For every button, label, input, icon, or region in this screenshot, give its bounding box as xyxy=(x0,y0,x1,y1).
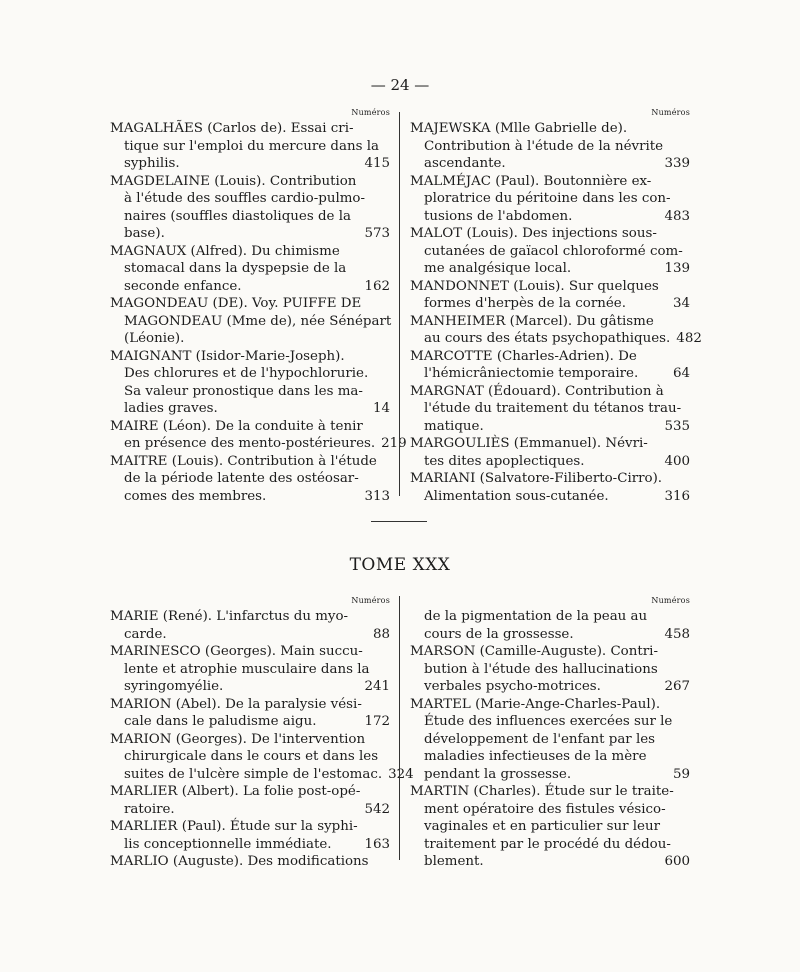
index-entry xyxy=(110,853,390,871)
entry-text: MALMÉJAC (Paul). Boutonnière ex- xyxy=(410,173,652,189)
page-number: — 24 — xyxy=(370,76,430,94)
entry-text: cutanées de gaïacol chloroformé com- xyxy=(424,243,683,259)
entry-line xyxy=(110,173,390,191)
entry-line xyxy=(110,818,390,836)
index-entry xyxy=(410,225,690,278)
index-entry xyxy=(410,383,690,436)
entry-line xyxy=(410,418,690,436)
index-entry xyxy=(110,120,390,173)
entry-number: 535 xyxy=(664,418,690,434)
entry-text: seconde enfance. xyxy=(124,278,242,294)
entry-line xyxy=(410,783,690,801)
entry-text: vaginales et en particulier sur leur xyxy=(424,819,660,834)
entry-line xyxy=(110,696,390,714)
entry-text: l'étude du traitement du tétanos trau- xyxy=(424,401,682,416)
entry-line xyxy=(110,383,390,401)
entry-line xyxy=(410,138,690,156)
index-column-right xyxy=(410,596,690,871)
entry-number: 162 xyxy=(364,278,390,294)
entry-text: MAITRE (Louis). Contribution à l'étude xyxy=(110,453,377,469)
entry-text: en présence des mento-postérieures. xyxy=(124,436,376,451)
entry-text: MAIGNANT (Isidor-Marie-Joseph). xyxy=(110,348,345,364)
entry-text: lis conceptionnelle immédiate. xyxy=(124,836,332,852)
entry-line xyxy=(110,435,407,453)
entry-list xyxy=(410,120,702,505)
entry-text: MARSON (Camille-Auguste). Contri- xyxy=(410,644,658,659)
section-separator xyxy=(371,521,427,522)
entry-line xyxy=(110,801,390,819)
entry-list xyxy=(110,608,414,871)
entry-text: ladies graves. xyxy=(124,401,218,416)
entry-text: ment opératoire des fistules vésico- xyxy=(424,801,666,817)
entry-line xyxy=(110,190,390,208)
index-entry xyxy=(110,418,407,453)
entry-text: bution à l'étude des hallucinations xyxy=(424,661,658,677)
index-entry xyxy=(410,783,690,871)
entry-text: Étude des influences exercées sur le xyxy=(424,714,673,729)
entry-text: Alimentation sous-cutanée. xyxy=(424,488,609,504)
entry-line xyxy=(110,260,390,278)
entry-number: 34 xyxy=(672,296,690,311)
entry-line xyxy=(410,453,690,471)
entry-line xyxy=(410,470,690,488)
column-divider xyxy=(399,596,400,860)
index-entry xyxy=(410,173,690,226)
entry-line xyxy=(410,365,690,383)
entry-text: MALOT (Louis). Des injections sous- xyxy=(410,226,657,241)
entry-line xyxy=(410,173,690,191)
entry-text: MAGALHÃES (Carlos de). Essai cri- xyxy=(110,121,354,136)
entry-line xyxy=(410,801,690,819)
entry-line xyxy=(410,643,690,661)
entry-line xyxy=(410,208,690,226)
entry-line xyxy=(110,713,390,731)
entry-line xyxy=(110,155,390,173)
entry-number: 482 xyxy=(676,331,702,346)
index-column-left xyxy=(110,596,414,871)
entry-number: 400 xyxy=(664,453,690,469)
entry-text: pendant la grossesse. xyxy=(424,766,572,782)
numeros-label: Numéros xyxy=(351,596,390,605)
entry-number: 14 xyxy=(372,401,390,416)
entry-text: MARION (Georges). De l'intervention xyxy=(110,731,366,747)
index-entry xyxy=(110,295,390,348)
entry-line xyxy=(110,836,390,854)
entry-number: 139 xyxy=(664,261,690,276)
entry-line xyxy=(410,260,690,278)
entry-line xyxy=(110,138,390,156)
entry-number: 573 xyxy=(364,226,390,241)
entry-line xyxy=(110,120,390,138)
entry-line xyxy=(110,418,390,436)
entry-list xyxy=(410,608,690,871)
entry-text: MARTIN (Charles). Étude sur le traite- xyxy=(410,784,674,799)
entry-line xyxy=(110,330,390,348)
entry-text: MARCOTTE (Charles-Adrien). De xyxy=(410,348,637,364)
index-entry xyxy=(410,313,702,348)
entry-line xyxy=(110,608,390,626)
index-entry xyxy=(410,278,690,313)
entry-text: tes dites apoplectiques. xyxy=(424,453,585,469)
entry-line xyxy=(410,696,690,714)
entry-text: MARIE (René). L'infarctus du myo- xyxy=(110,609,349,624)
entry-text: à l'étude des souffles cardio-pulmo- xyxy=(124,191,366,206)
entry-number: 324 xyxy=(388,766,414,782)
entry-number: 172 xyxy=(364,714,390,729)
entry-line xyxy=(410,853,690,871)
entry-line xyxy=(410,225,690,243)
entry-line xyxy=(410,190,690,208)
entry-text: lente et atrophie musculaire dans la xyxy=(124,661,370,677)
entry-text: MAGDELAINE (Louis). Contribution xyxy=(110,173,357,189)
entry-line xyxy=(110,853,390,871)
entry-number: 163 xyxy=(364,836,390,852)
entry-line xyxy=(410,120,690,138)
entry-text: MANHEIMER (Marcel). Du gâtisme xyxy=(410,313,654,329)
entry-text: MAJEWSKA (Mlle Gabrielle de). xyxy=(410,121,628,136)
entry-text: formes d'herpès de la cornée. xyxy=(424,296,626,311)
entry-text: MAGONDEAU (DE). Voy. PUIFFE DE xyxy=(110,296,362,311)
index-entry xyxy=(110,453,390,506)
entry-text: naires (souffles diastoliques de la xyxy=(124,208,351,224)
entry-line xyxy=(110,400,390,418)
entry-line xyxy=(410,383,690,401)
entry-text: développement de l'enfant par les xyxy=(424,731,656,747)
column-divider xyxy=(399,112,400,496)
entry-line xyxy=(410,661,690,679)
entry-text: me analgésique local. xyxy=(424,261,572,276)
entry-line xyxy=(410,626,690,644)
entry-text: MAGNAUX (Alfred). Du chimisme xyxy=(110,243,340,259)
entry-text: comes des membres. xyxy=(124,488,267,504)
index-entry xyxy=(110,643,390,696)
index-entry xyxy=(410,470,690,505)
index-column-right xyxy=(410,108,702,505)
entry-line xyxy=(110,678,390,696)
numeros-label: Numéros xyxy=(351,108,390,117)
entry-text: MARLIER (Paul). Étude sur la syphi- xyxy=(110,819,358,834)
entry-text: au cours des états psychopathiques. xyxy=(424,331,671,346)
numeros-label: Numéros xyxy=(651,596,690,605)
entry-number: 600 xyxy=(664,854,690,869)
entry-number: 88 xyxy=(372,626,390,642)
entry-line xyxy=(110,243,390,261)
entry-line xyxy=(410,766,690,784)
entry-text: ascendante. xyxy=(424,156,506,171)
entry-text: MARGOULIÈS (Emmanuel). Névri- xyxy=(410,436,648,451)
entry-text: MANDONNET (Louis). Sur quelques xyxy=(410,278,659,294)
entry-line xyxy=(110,748,390,766)
entry-line xyxy=(110,643,390,661)
index-entry xyxy=(410,348,690,383)
index-entry xyxy=(410,643,690,696)
entry-text: l'hémicrâniectomie temporaire. xyxy=(424,366,639,381)
entry-text: tique sur l'emploi du mercure dans la xyxy=(124,138,379,154)
entry-line xyxy=(410,295,690,313)
entry-text: matique. xyxy=(424,418,484,434)
entry-text: Sa valeur pronostique dans les ma- xyxy=(124,383,363,399)
entry-line xyxy=(110,278,390,296)
entry-text: Des chlorures et de l'hypochlorurie. xyxy=(124,366,369,381)
index-entry xyxy=(410,608,690,643)
entry-line xyxy=(110,661,390,679)
index-entry xyxy=(410,120,690,173)
entry-text: MARINESCO (Georges). Main succu- xyxy=(110,644,363,659)
entry-line xyxy=(110,453,390,471)
entry-line xyxy=(410,155,690,173)
entry-line xyxy=(410,678,690,696)
entry-text: de la période latente des ostéosar- xyxy=(124,471,359,486)
entry-line xyxy=(110,348,390,366)
entry-line xyxy=(410,400,690,418)
entry-text: (Léonie). xyxy=(124,331,185,346)
entry-line xyxy=(410,818,690,836)
entry-text: syringomyélie. xyxy=(124,679,224,694)
entry-text: maladies infectieuses de la mère xyxy=(424,749,647,764)
entry-number: 415 xyxy=(364,156,390,171)
entry-text: blement. xyxy=(424,854,484,869)
entry-list xyxy=(110,120,407,505)
entry-line xyxy=(410,348,690,366)
index-entry xyxy=(110,608,390,643)
entry-line xyxy=(110,731,390,749)
entry-line xyxy=(410,313,690,331)
index-entry xyxy=(110,818,390,853)
entry-line xyxy=(110,208,390,226)
entry-text: cours de la grossesse. xyxy=(424,626,574,642)
entry-line xyxy=(410,608,690,626)
entry-text: verbales psycho-motrices. xyxy=(424,679,601,694)
entry-number: 241 xyxy=(364,679,390,694)
entry-line xyxy=(410,488,690,506)
index-entry xyxy=(410,435,690,470)
entry-text: tusions de l'abdomen. xyxy=(424,208,573,224)
entry-line xyxy=(110,365,390,383)
entry-text: traitement par le procédé du dédou- xyxy=(424,836,671,852)
entry-line xyxy=(410,330,702,348)
index-entry xyxy=(110,173,390,243)
entry-line xyxy=(110,470,390,488)
entry-text: ploratrice du péritoine dans les con- xyxy=(424,191,671,206)
entry-line xyxy=(110,626,390,644)
entry-line xyxy=(410,243,690,261)
entry-number: 542 xyxy=(364,801,390,817)
index-column-left xyxy=(110,108,407,505)
entry-text: suites de l'ulcère simple de l'estomac. xyxy=(124,766,383,782)
entry-line xyxy=(110,295,390,313)
index-entry xyxy=(110,731,414,784)
entry-text: syphilis. xyxy=(124,156,180,171)
entry-number: 339 xyxy=(664,156,690,171)
entry-number: 316 xyxy=(664,488,690,504)
entry-text: chirurgicale dans le cours et dans les xyxy=(124,749,379,764)
entry-text: MAGONDEAU (Mme de), née Sénépart xyxy=(124,313,392,329)
entry-line xyxy=(410,435,690,453)
index-entry xyxy=(110,783,390,818)
entry-number: 483 xyxy=(664,208,690,224)
entry-text: cale dans le paludisme aigu. xyxy=(124,714,317,729)
entry-number: 64 xyxy=(672,366,690,381)
entry-line xyxy=(410,713,690,731)
entry-number: 59 xyxy=(672,766,690,782)
entry-number: 313 xyxy=(364,488,390,504)
tome-title: TOME XXX xyxy=(349,555,451,575)
index-entry xyxy=(110,348,390,418)
entry-number: 458 xyxy=(664,626,690,642)
entry-line xyxy=(110,225,390,243)
entry-text: MARIANI (Salvatore-Filiberto-Cirro). xyxy=(410,471,663,486)
entry-text: MARLIER (Albert). La folie post-opé- xyxy=(110,784,361,799)
entry-line xyxy=(110,313,390,331)
entry-line xyxy=(410,836,690,854)
entry-line xyxy=(410,278,690,296)
entry-line xyxy=(410,748,690,766)
entry-line xyxy=(110,783,390,801)
index-entry xyxy=(410,696,690,784)
entry-text: stomacal dans la dyspepsie de la xyxy=(124,261,347,276)
entry-line xyxy=(410,731,690,749)
entry-text: Contribution à l'étude de la névrite xyxy=(424,138,664,154)
entry-text: MARTEL (Marie-Ange-Charles-Paul). xyxy=(410,696,661,712)
entry-text: carde. xyxy=(124,626,167,642)
entry-text: MARION (Abel). De la paralysie vési- xyxy=(110,696,362,712)
entry-text: MARLIO (Auguste). Des modifications xyxy=(110,854,369,869)
index-entry xyxy=(110,243,390,296)
entry-number: 267 xyxy=(664,679,690,694)
entry-text: MARGNAT (Édouard). Contribution à xyxy=(410,383,664,399)
entry-text: base). xyxy=(124,226,165,241)
entry-text: MAIRE (Léon). De la conduite à tenir xyxy=(110,418,363,434)
numeros-label: Numéros xyxy=(651,108,690,117)
entry-text: ratoire. xyxy=(124,801,175,817)
entry-number: 219 xyxy=(381,436,407,451)
index-entry xyxy=(110,696,390,731)
entry-line xyxy=(110,766,414,784)
entry-line xyxy=(110,488,390,506)
entry-text: de la pigmentation de la peau au xyxy=(424,609,648,624)
